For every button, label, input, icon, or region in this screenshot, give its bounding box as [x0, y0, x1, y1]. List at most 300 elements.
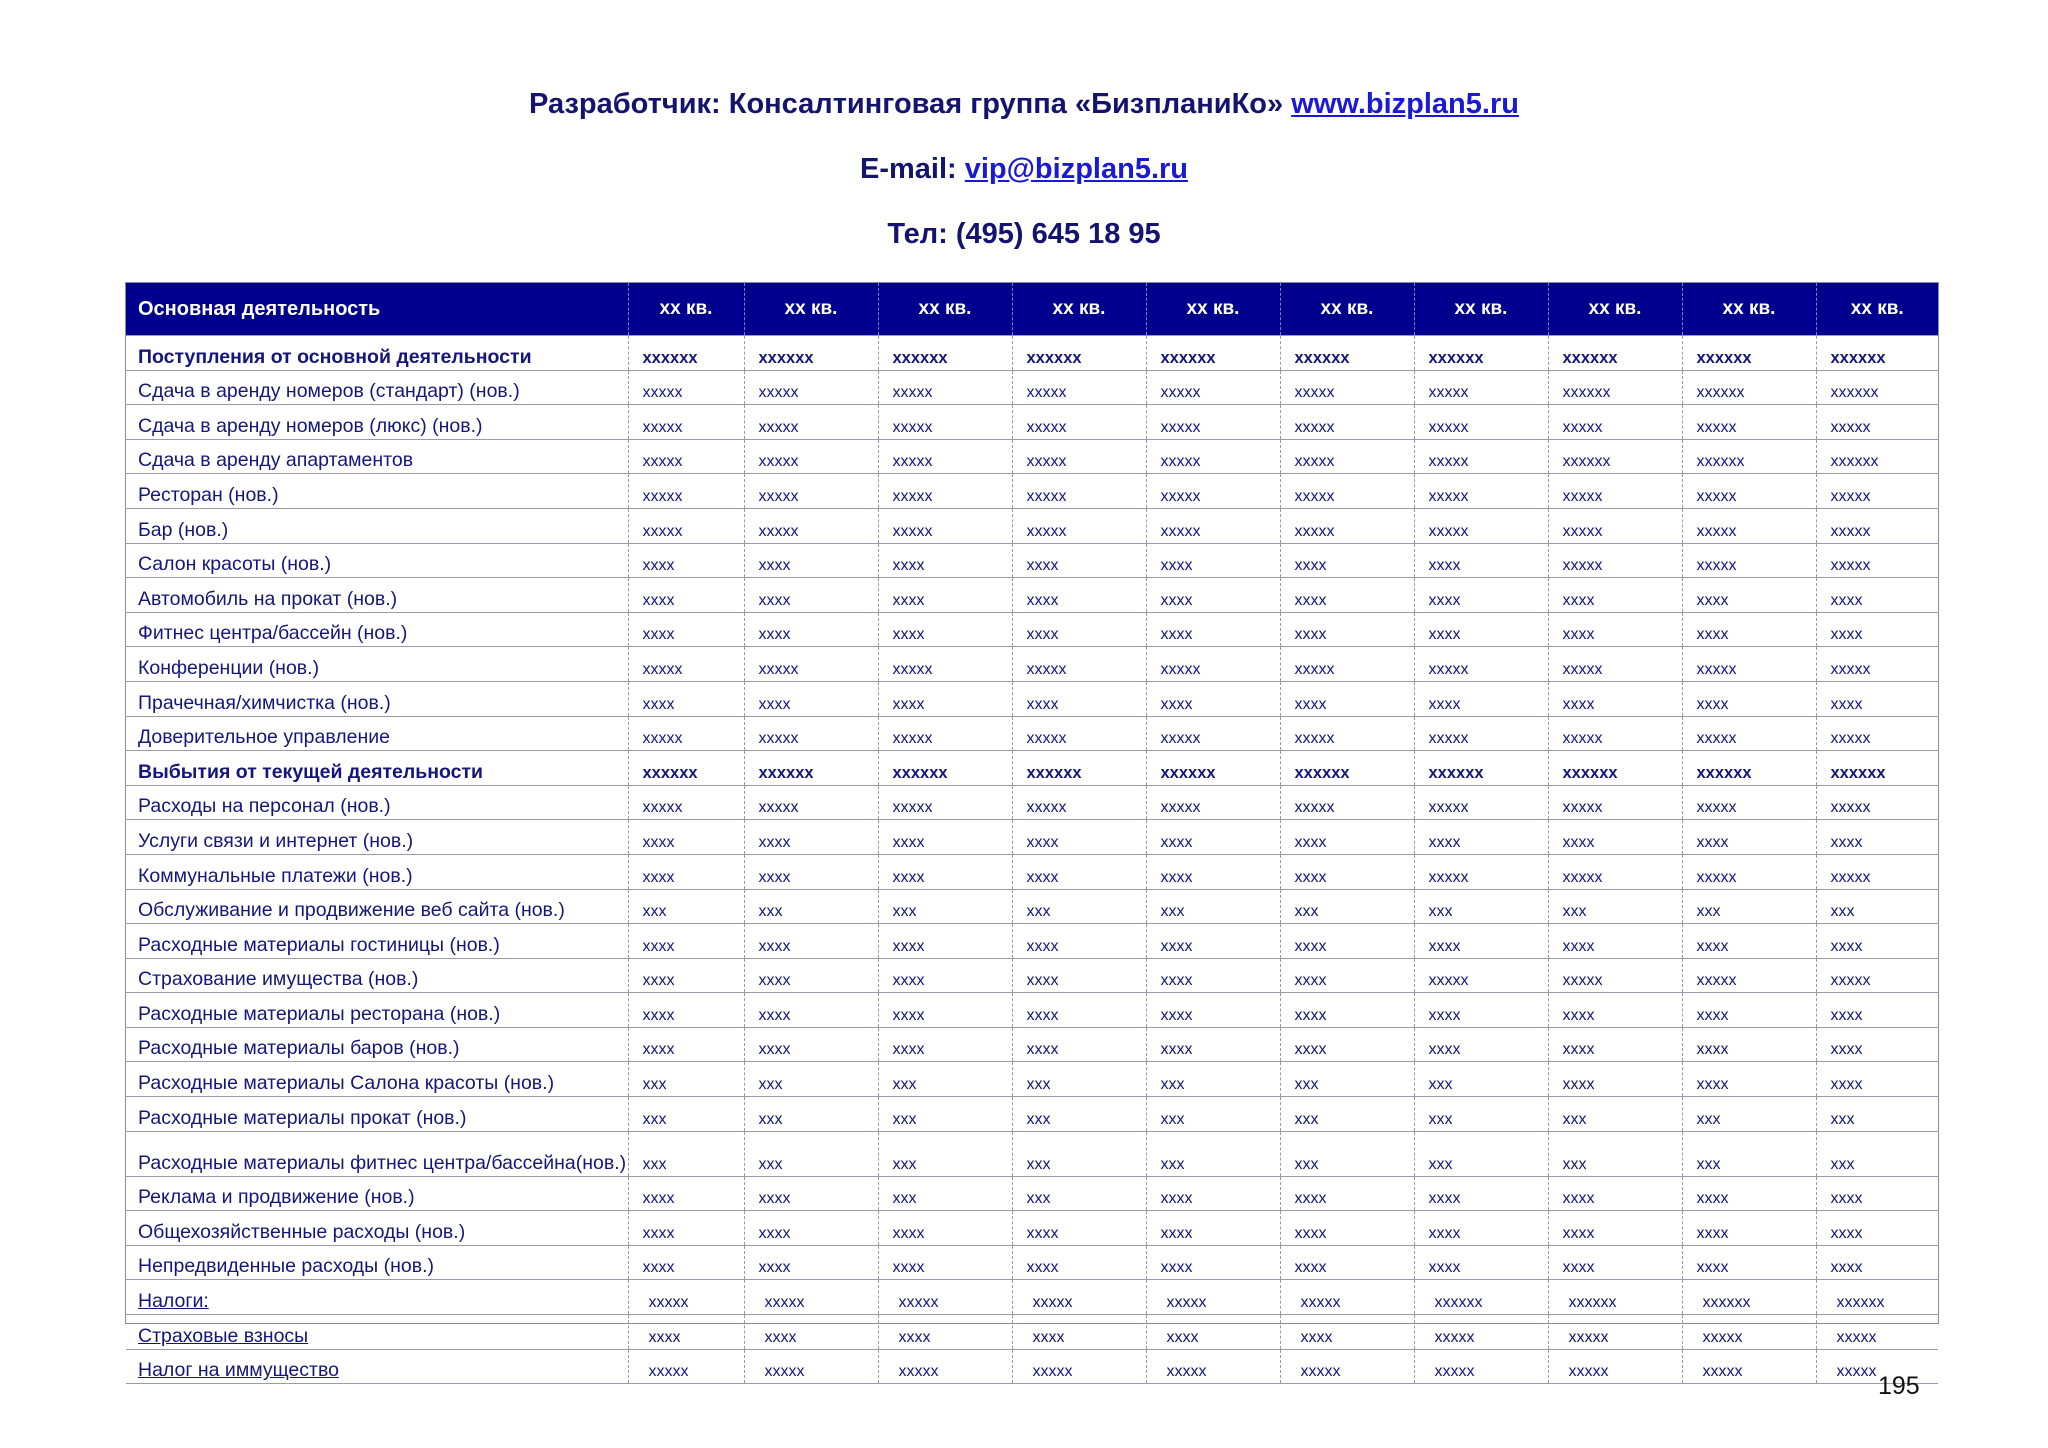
row-label: Бар (нов.)	[126, 508, 628, 543]
table-cell: хххх	[878, 854, 1012, 889]
table-cell: хххх	[628, 820, 744, 855]
row-label: Расходные материалы Салона красоты (нов.)	[126, 1062, 628, 1097]
table-cell: ххххх	[1146, 508, 1280, 543]
table-cell: ххххх	[628, 405, 744, 440]
table-cell: ххххх	[1816, 785, 1938, 820]
table-cell: ххх	[1280, 1097, 1414, 1132]
table-cell: хххх	[1816, 1062, 1938, 1097]
table-cell: ххххх	[878, 474, 1012, 509]
table-cell: ххххх	[878, 1280, 1012, 1315]
table-cell: хххххх	[744, 336, 878, 371]
table-cell: хххххх	[1548, 1280, 1682, 1315]
table-cell: ххххх	[1012, 370, 1146, 405]
table-cell: ххх	[878, 1131, 1012, 1176]
table-cell: ххххх	[1012, 508, 1146, 543]
table-cell: хххх	[1280, 1211, 1414, 1246]
table-cell: хххххх	[1682, 1280, 1816, 1315]
table-cell: хххх	[1414, 1176, 1548, 1211]
table-row	[126, 993, 1938, 1028]
table-cell: ххххх	[1816, 647, 1938, 682]
table-cell: ххх	[744, 1131, 878, 1176]
cash-flow-table	[126, 283, 1938, 1384]
table-cell: хххх	[878, 543, 1012, 578]
table-cell: хххх	[1146, 820, 1280, 855]
table-cell: хххх	[1816, 1027, 1938, 1062]
table-cell: хххх	[1414, 1027, 1548, 1062]
table-cell: хххх	[744, 854, 878, 889]
table-cell: хххх	[1146, 543, 1280, 578]
table-cell: ххх	[878, 1176, 1012, 1211]
table-cell: ххххх	[878, 1349, 1012, 1384]
table-row	[126, 370, 1938, 405]
developer-label: Разработчик: Консалтинговая группа «БизпланиКо»	[529, 88, 1284, 120]
table-cell: хххх	[1414, 993, 1548, 1028]
table-cell: ххх	[1280, 1131, 1414, 1176]
table-cell: ххх	[1414, 889, 1548, 924]
table-cell: ххххх	[1414, 439, 1548, 474]
table-cell: ххххх	[628, 439, 744, 474]
table-cell: хххх	[1280, 854, 1414, 889]
table-cell: ххххх	[1548, 543, 1682, 578]
table-cell: хххх	[1816, 578, 1938, 613]
table-cell: ххххх	[1682, 647, 1816, 682]
table-cell: ххххх	[878, 716, 1012, 751]
table-cell: ххххх	[744, 647, 878, 682]
table-cell: хххх	[1548, 578, 1682, 613]
table-cell: хххххх	[1414, 336, 1548, 371]
table-cell: хххх	[1012, 958, 1146, 993]
table-cell: ххххх	[628, 1280, 744, 1315]
phone-line: Тел: (495) 645 18 95	[887, 218, 1161, 250]
table-cell: ххххх	[628, 370, 744, 405]
table-cell: хххх	[1816, 993, 1938, 1028]
table-cell: ххх	[1816, 889, 1938, 924]
table-cell: хххх	[1012, 543, 1146, 578]
table-cell: ххххх	[1012, 716, 1146, 751]
table-cell: ххххх	[1682, 785, 1816, 820]
table-cell: ххххх	[1548, 1349, 1682, 1384]
table-row	[126, 647, 1938, 682]
table-cell: ххххх	[1816, 508, 1938, 543]
table-row	[126, 1349, 1938, 1384]
table-cell: ххх	[878, 889, 1012, 924]
table-cell: хххх	[1146, 578, 1280, 613]
table-row	[126, 1062, 1938, 1097]
table-cell: хххх	[1146, 1315, 1280, 1350]
table-cell: хххх	[744, 1027, 878, 1062]
table-cell: хххх	[1816, 681, 1938, 716]
email-label: E-mail:	[860, 153, 957, 185]
table-cell: хххх	[1682, 1245, 1816, 1280]
row-label: Страхование имущества (нов.)	[126, 958, 628, 993]
table-cell: хххххх	[1682, 751, 1816, 786]
table-cell: хххх	[878, 1027, 1012, 1062]
table-row	[126, 785, 1938, 820]
row-label: Поступления от основной деятельности	[126, 336, 628, 371]
column-header-period: хх кв.	[1414, 283, 1548, 336]
table-cell: хххх	[1816, 1176, 1938, 1211]
table-cell: хххх	[628, 543, 744, 578]
table-cell: хххх	[744, 820, 878, 855]
table-cell: ххх	[1682, 1097, 1816, 1132]
table-cell: ххххх	[878, 405, 1012, 440]
table-cell: хххх	[1682, 1176, 1816, 1211]
table-cell: ххххх	[878, 647, 1012, 682]
row-label: Доверительное управление	[126, 716, 628, 751]
table-cell: хххх	[878, 1245, 1012, 1280]
row-label: Фитнес центра/бассейн (нов.)	[126, 612, 628, 647]
table-cell: ххххх	[1012, 439, 1146, 474]
table-cell: хххх	[628, 578, 744, 613]
table-cell: хххх	[744, 681, 878, 716]
table-cell: хххх	[1280, 924, 1414, 959]
table-row	[126, 924, 1938, 959]
table-cell: хххх	[1012, 820, 1146, 855]
table-cell: хххх	[744, 1245, 878, 1280]
table-row	[126, 820, 1938, 855]
table-cell: хххх	[1280, 1027, 1414, 1062]
table-cell: ххххх	[1280, 1280, 1414, 1315]
row-label: Реклама и продвижение (нов.)	[126, 1176, 628, 1211]
table-cell: ххххх	[1682, 716, 1816, 751]
table-cell: ххх	[878, 1097, 1012, 1132]
table-cell: ххххх	[1414, 958, 1548, 993]
table-cell: ххххх	[1280, 508, 1414, 543]
table-cell: ххххх	[1146, 1349, 1280, 1384]
table-cell: ххххх	[628, 785, 744, 820]
row-label: Сдача в аренду номеров (люкс) (нов.)	[126, 405, 628, 440]
table-cell: ххххх	[1012, 1349, 1146, 1384]
row-label[interactable]: Налоги:	[126, 1280, 628, 1315]
table-cell: хххх	[1682, 1027, 1816, 1062]
table-cell: хххх	[1280, 578, 1414, 613]
table-cell: хххх	[1012, 854, 1146, 889]
table-cell: хххх	[744, 958, 878, 993]
table-cell: хххх	[1012, 681, 1146, 716]
table-cell: хххххх	[1280, 751, 1414, 786]
table-cell: ххх	[1548, 1131, 1682, 1176]
table-cell: ххххх	[1816, 1349, 1938, 1384]
row-label: Услуги связи и интернет (нов.)	[126, 820, 628, 855]
table-cell: ххххх	[628, 474, 744, 509]
row-label: Коммунальные платежи (нов.)	[126, 854, 628, 889]
row-label: Обслуживание и продвижение веб сайта (нов.)	[126, 889, 628, 924]
table-row	[126, 336, 1938, 371]
table-cell: ххххх	[1682, 543, 1816, 578]
table-cell: ххх	[1682, 889, 1816, 924]
table-cell: хххххх	[1146, 751, 1280, 786]
table-cell: хххх	[744, 924, 878, 959]
table-row	[126, 543, 1938, 578]
table-cell: хххх	[1146, 612, 1280, 647]
table-cell: хххх	[878, 820, 1012, 855]
row-label: Расходы на персонал (нов.)	[126, 785, 628, 820]
table-cell: хххххх	[1548, 370, 1682, 405]
table-cell: ххххх	[1146, 716, 1280, 751]
table-cell: хххх	[1682, 820, 1816, 855]
table-row	[126, 474, 1938, 509]
table-cell: хххх	[878, 578, 1012, 613]
table-cell: хххх	[1012, 1315, 1146, 1350]
table-cell: ххххх	[628, 1349, 744, 1384]
row-label: Расходные материалы фитнес центра/бассейна(нов.)	[126, 1131, 628, 1176]
row-label: Сдача в аренду апартаментов	[126, 439, 628, 474]
table-cell: ххх	[1414, 1062, 1548, 1097]
table-cell: ххххх	[1012, 647, 1146, 682]
table-cell: хххх	[1414, 612, 1548, 647]
table-cell: ххххх	[1548, 1315, 1682, 1350]
column-header-period: хх кв.	[878, 283, 1012, 336]
table-cell: ххх	[744, 1097, 878, 1132]
table-row	[126, 405, 1938, 440]
table-cell: хххх	[1816, 1245, 1938, 1280]
table-cell: хххх	[1280, 1315, 1414, 1350]
table-cell: ххх	[1012, 1176, 1146, 1211]
table-cell: ххххх	[1682, 405, 1816, 440]
table-cell: хххх	[744, 612, 878, 647]
table-cell: хххх	[878, 1315, 1012, 1350]
table-cell: хххх	[744, 1211, 878, 1246]
table-cell: хххх	[1280, 612, 1414, 647]
table-cell: ххххх	[1414, 716, 1548, 751]
row-label: Расходные материалы баров (нов.)	[126, 1027, 628, 1062]
table-cell: ххххх	[1280, 370, 1414, 405]
table-cell: хххх	[1548, 820, 1682, 855]
table-cell: ххххх	[1012, 474, 1146, 509]
table-cell: ххххх	[744, 1349, 878, 1384]
row-label: Общехозяйственные расходы (нов.)	[126, 1211, 628, 1246]
table-cell: хххх	[1548, 681, 1682, 716]
table-cell: хххх	[1682, 578, 1816, 613]
row-label: Расходные материалы прокат (нов.)	[126, 1097, 628, 1132]
table-cell: хххххх	[1012, 336, 1146, 371]
table-cell: хххх	[1280, 958, 1414, 993]
table-cell: хххх	[1548, 1176, 1682, 1211]
table-cell: хххх	[1146, 854, 1280, 889]
table-cell: ххххх	[1280, 405, 1414, 440]
table-cell: хххххх	[1414, 751, 1548, 786]
table-cell: ххххх	[1414, 1349, 1548, 1384]
table-row	[126, 751, 1938, 786]
table-cell: ххххх	[1146, 370, 1280, 405]
table-cell: хххх	[1548, 1211, 1682, 1246]
table-cell: хххх	[1682, 924, 1816, 959]
table-cell: ххххх	[1146, 785, 1280, 820]
table-cell: ххххх	[628, 647, 744, 682]
table-cell: ххххх	[744, 508, 878, 543]
table-cell: хххх	[1012, 578, 1146, 613]
table-cell: хххххх	[628, 751, 744, 786]
table-cell: хххх	[1548, 1062, 1682, 1097]
email-link[interactable]: vip@bizplan5.ru	[964, 153, 1188, 185]
table-cell: хххх	[1280, 543, 1414, 578]
table-cell: хххх	[628, 1315, 744, 1350]
table-cell: ххххх	[1682, 1315, 1816, 1350]
table-cell: хххх	[1012, 924, 1146, 959]
table-cell: хххх	[1548, 1027, 1682, 1062]
table-cell: хххх	[1414, 681, 1548, 716]
table-cell: ххххх	[1280, 785, 1414, 820]
table-cell: хххх	[1012, 1027, 1146, 1062]
table-row	[126, 508, 1938, 543]
table-cell: хххххх	[1548, 336, 1682, 371]
table-cell: ххх	[1682, 1131, 1816, 1176]
column-header-period: хх кв.	[1012, 283, 1146, 336]
table-cell: хххх	[1414, 578, 1548, 613]
table-cell: хххх	[1280, 820, 1414, 855]
table-cell: хххх	[628, 924, 744, 959]
table-cell: ххх	[628, 1062, 744, 1097]
table-cell: хххххх	[1682, 370, 1816, 405]
table-cell: хххх	[628, 681, 744, 716]
table-cell: хххх	[628, 1211, 744, 1246]
table-cell: хххх	[878, 612, 1012, 647]
table-cell: хххх	[1682, 993, 1816, 1028]
table-cell: хххх	[1146, 1211, 1280, 1246]
table-cell: ххххх	[1280, 439, 1414, 474]
table-cell: хххх	[744, 993, 878, 1028]
table-cell: хххххх	[1682, 439, 1816, 474]
table-cell: ххххх	[1816, 716, 1938, 751]
table-cell: ххх	[628, 1097, 744, 1132]
table-cell: хххх	[878, 993, 1012, 1028]
table-cell: хххх	[628, 612, 744, 647]
table-cell: ххххх	[1816, 543, 1938, 578]
table-row	[126, 612, 1938, 647]
table-cell: хххх	[628, 1245, 744, 1280]
table-cell: хххх	[628, 1027, 744, 1062]
table-row	[126, 1245, 1938, 1280]
row-label: Прачечная/химчистка (нов.)	[126, 681, 628, 716]
table-cell: хххх	[1682, 1062, 1816, 1097]
table-row	[126, 1131, 1938, 1176]
column-header-period: хх кв.	[1146, 283, 1280, 336]
row-label: Выбытия от текущей деятельности	[126, 751, 628, 786]
table-cell: хххх	[1146, 924, 1280, 959]
table-cell: хххх	[1682, 612, 1816, 647]
table-cell: ххххх	[1146, 439, 1280, 474]
table-row	[126, 1027, 1938, 1062]
row-label[interactable]: Налог на иммущество	[126, 1349, 628, 1384]
table-cell: хххххх	[1146, 336, 1280, 371]
table-cell: хххххх	[1816, 439, 1938, 474]
table-cell: хххх	[1146, 1027, 1280, 1062]
table-cell: ххххх	[1548, 405, 1682, 440]
table-row	[126, 1176, 1938, 1211]
table-cell: хххх	[628, 1176, 744, 1211]
table-cell: хххх	[1146, 1245, 1280, 1280]
table-cell: ххх	[1012, 1097, 1146, 1132]
table-cell: ххх	[1816, 1097, 1938, 1132]
table-cell: ххх	[878, 1062, 1012, 1097]
table-cell: ххххх	[628, 716, 744, 751]
developer-website-link[interactable]: www.bizplan5.ru	[1291, 88, 1519, 120]
table-cell: ххххх	[1280, 1349, 1414, 1384]
table-cell: ххх	[1280, 1062, 1414, 1097]
table-row	[126, 1315, 1938, 1350]
table-cell: ххххх	[1146, 647, 1280, 682]
table-cell: хххххх	[628, 336, 744, 371]
table-cell: хххх	[1146, 1176, 1280, 1211]
table-cell: хххх	[744, 1176, 878, 1211]
table-cell: ххххх	[878, 785, 1012, 820]
table-row	[126, 578, 1938, 613]
table-cell: ххх	[1280, 889, 1414, 924]
table-cell: хххххх	[1012, 751, 1146, 786]
table-cell: хххх	[1280, 1245, 1414, 1280]
table-cell: ххх	[1012, 1062, 1146, 1097]
table-cell: хххххх	[878, 751, 1012, 786]
table-cell: хххх	[1280, 993, 1414, 1028]
table-body	[126, 336, 1938, 1384]
table-cell: хххххх	[1682, 336, 1816, 371]
table-cell: ххххх	[1146, 474, 1280, 509]
table-cell: ххххх	[1548, 508, 1682, 543]
table-row	[126, 889, 1938, 924]
table-cell: ххххх	[1414, 508, 1548, 543]
table-cell: хххх	[1146, 681, 1280, 716]
table-cell: хххх	[744, 1315, 878, 1350]
table-row	[126, 958, 1938, 993]
table-cell: ххххх	[1816, 474, 1938, 509]
table-cell: ххххх	[1280, 716, 1414, 751]
table-cell: ххххх	[1682, 1349, 1816, 1384]
column-header-period: хх кв.	[1548, 283, 1682, 336]
table-cell: ххх	[744, 889, 878, 924]
table-cell: хххх	[1816, 924, 1938, 959]
table-cell: хххх	[878, 958, 1012, 993]
table-cell: хххх	[1816, 1211, 1938, 1246]
table-cell: ххххх	[1012, 1280, 1146, 1315]
table-cell: ххх	[1146, 1131, 1280, 1176]
table-cell: хххх	[1146, 958, 1280, 993]
table-cell: ххххх	[1414, 854, 1548, 889]
table-cell: ххххх	[744, 370, 878, 405]
row-label[interactable]: Страховые взносы	[126, 1315, 628, 1350]
table-cell: хххххх	[1816, 336, 1938, 371]
row-label: Конференции (нов.)	[126, 647, 628, 682]
table-cell: хххх	[1816, 612, 1938, 647]
table-cell: хххх	[1548, 612, 1682, 647]
column-header-period: хх кв.	[744, 283, 878, 336]
table-cell: хххх	[1280, 681, 1414, 716]
table-cell: ххх	[628, 889, 744, 924]
table-cell: ххххх	[1548, 958, 1682, 993]
table-cell: хххх	[1414, 820, 1548, 855]
column-header-period: хх кв.	[1682, 283, 1816, 336]
table-header-row	[126, 283, 1938, 336]
table-cell: ххх	[1414, 1097, 1548, 1132]
table-cell: ххххх	[1548, 474, 1682, 509]
table-cell: ххххх	[878, 508, 1012, 543]
table-cell: ххх	[744, 1062, 878, 1097]
table-cell: ххххх	[1414, 647, 1548, 682]
table-cell: ххх	[1548, 889, 1682, 924]
table-cell: ххх	[1816, 1131, 1938, 1176]
table-cell: ххххх	[878, 370, 1012, 405]
table-cell: хххх	[878, 924, 1012, 959]
table-cell: хххххх	[1548, 751, 1682, 786]
table-cell: ххххх	[1548, 785, 1682, 820]
row-label: Салон красоты (нов.)	[126, 543, 628, 578]
table-cell: ххх	[1146, 1062, 1280, 1097]
table-cell: ххххх	[1548, 716, 1682, 751]
table-cell: хххх	[1414, 1211, 1548, 1246]
table-cell: ххххх	[1682, 474, 1816, 509]
table-cell: ххххх	[1816, 958, 1938, 993]
table-cell: ххххх	[1816, 1315, 1938, 1350]
table-cell: ххххх	[628, 508, 744, 543]
